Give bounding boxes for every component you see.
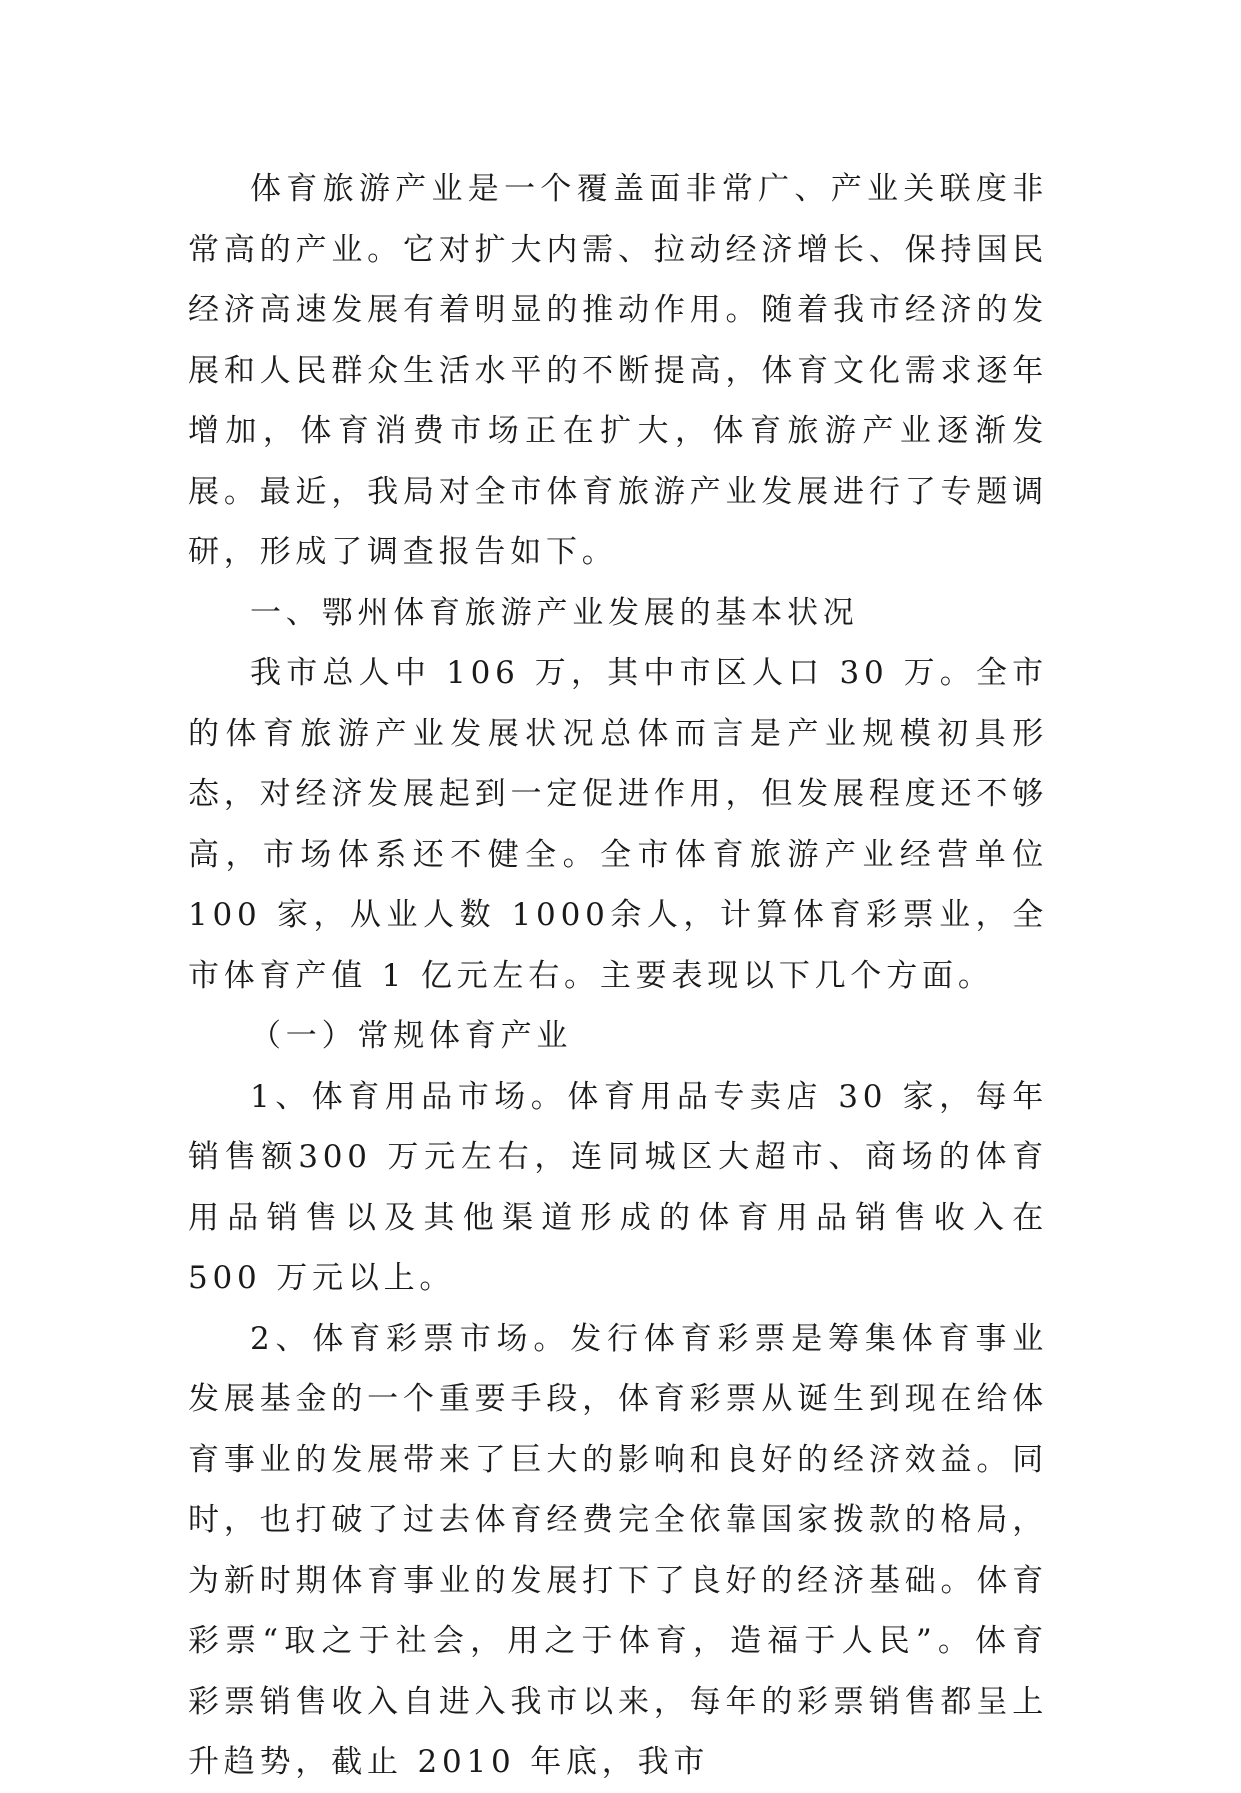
paragraph-sporting-goods: 1、体育用品市场。体育用品专卖店 30 家，每年销售额300 万元左右，连同城区大超市、商场的体育用品销售以及其他渠道形成的体育用品销售收入在 500 万元以上。 <box>188 1078 1048 1296</box>
document-body <box>188 159 1048 1793</box>
paragraph-sports-lottery: 2、体育彩票市场。发行体育彩票是筹集体育事业发展基金的一个重要手段，体育彩票从诞生到现在给体育事业的发展带来了巨大的影响和良好的经济效益。同时，也打破了过去体育经费完全依靠国家拨款的格局，为新时期体育事业的发展打下了良好的经济基础。体育彩票“取之于社会，用之于体育，造福于人民”。体育彩票销售收入自进入我市以来，每年的彩票销售都呈上升趋势，截止 2010 年底，我市 <box>188 1320 1048 1780</box>
section-heading-1: 一、鄂州体育旅游产业发展的基本状况 <box>250 594 859 631</box>
subsection-heading-1: （一）常规体育产业 <box>250 1018 573 1054</box>
paragraph-basic-status: 我市总人中 106 万，其中市区人口 30 万。全市的体育旅游产业发展状况总体而言是产业规模初具形态，对经济发展起到一定促进作用，但发展程度还不够高，市场体系还不健全。全市体育旅游产业经营单位 100 家，从业人数 1000余人，计算体育彩票业，全市体育产值 1 亿元左右。主要表现以下几个方面。 <box>188 655 1048 994</box>
paragraph-intro: 体育旅游产业是一个覆盖面非常广、产业关联度非常高的产业。它对扩大内需、拉动经济增长、保持国民经济高速发展有着明显的推动作用。随着我市经济的发展和人民群众生活水平的不断提高，体育文化需求逐年增加，体育消费市场正在扩大，体育旅游产业逐渐发展。最近，我局对全市体育旅游产业发展进行了专题调研，形成了调查报告如下。 <box>188 171 1048 570</box>
